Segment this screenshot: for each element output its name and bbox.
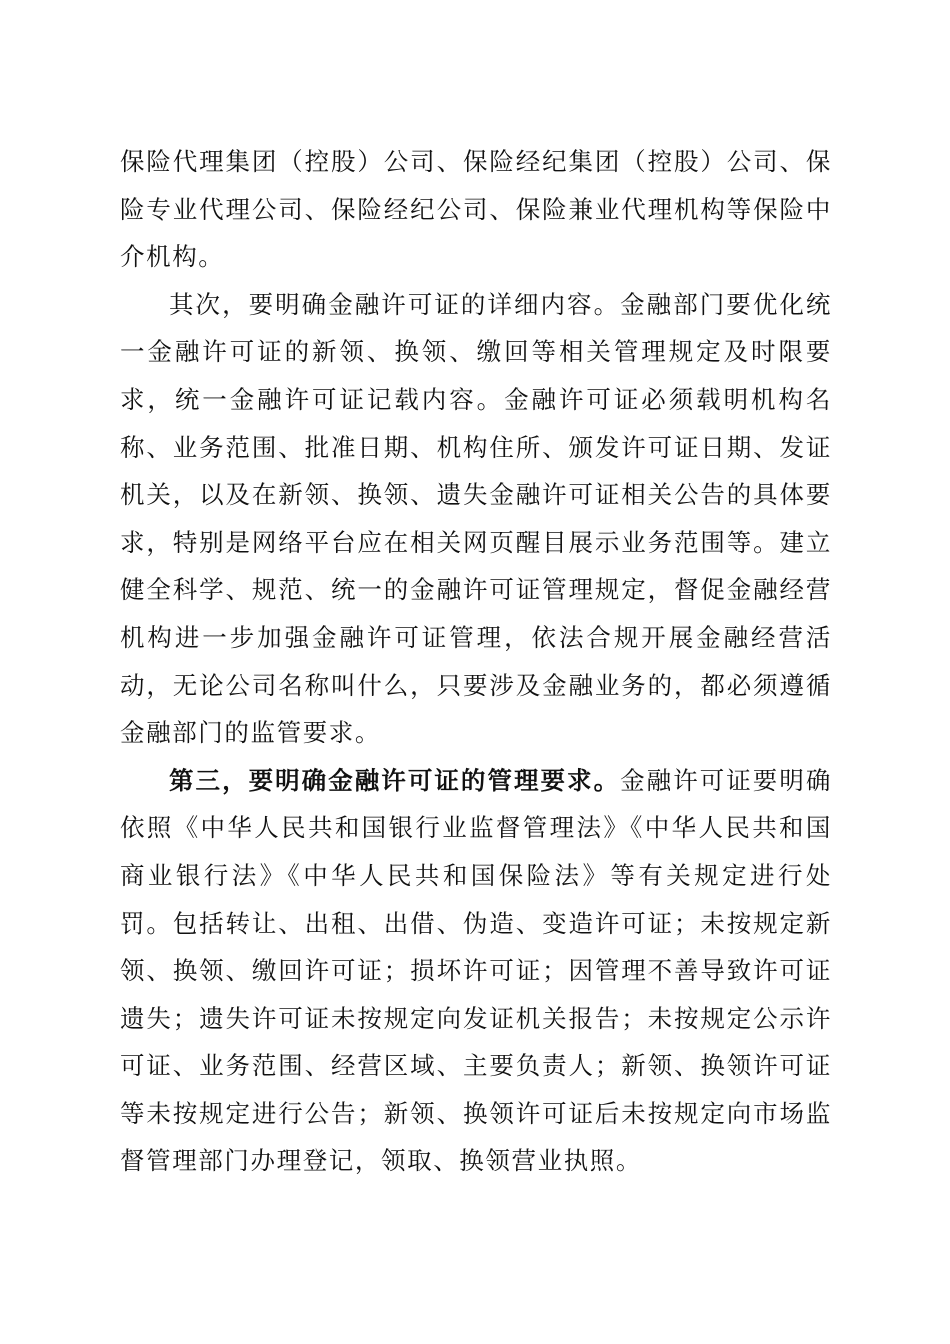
body-text bbox=[120, 138, 832, 1185]
paragraph-management-requirements bbox=[120, 757, 832, 1185]
paragraph-management-body: 金融许可证要明确依照《中华人民共和国银行业监督管理法》《中华人民共和国商业银行法》《中华人民共和国保险法》等有关规定进行处罚。包括转让、出租、出借、伪造、变造许可证；未按规定新领、换领、缴回许可证；损坏许可证；因管理不善导致许可证遗失；遗失许可证未按规定向发证机关报告；未按规定公示许可证、业务范围、经营区域、主要负责人；新领、换领许可证等未按规定进行公告；新领、换领许可证后未按规定向市场监督管理部门办理登记，领取、换领营业执照。 bbox=[120, 765, 832, 1176]
paragraph-license-content: 其次，要明确金融许可证的详细内容。金融部门要优化统一金融许可证的新领、换领、缴回等相关管理规定及时限要求，统一金融许可证记载内容。金融许可证必须载明机构名称、业务范围、批准日期、机构住所、颁发许可证日期、发证机关，以及在新领、换领、遗失金融许可证相关公告的具体要求，特别是网络平台应在相关网页醒目展示业务范围等。建立健全科学、规范、统一的金融许可证管理规定，督促金融经营机构进一步加强金融许可证管理，依法合规开展金融经营活动，无论公司名称叫什么，只要涉及金融业务的，都必须遵循金融部门的监管要求。 bbox=[120, 289, 832, 748]
paragraph-lead-heading: 第三，要明确金融许可证的管理要求。 bbox=[169, 765, 621, 795]
paragraph-insurance-intermediaries: 保险代理集团（控股）公司、保险经纪集团（控股）公司、保险专业代理公司、保险经纪公司、保险兼业代理机构等保险中介机构。 bbox=[120, 147, 832, 272]
